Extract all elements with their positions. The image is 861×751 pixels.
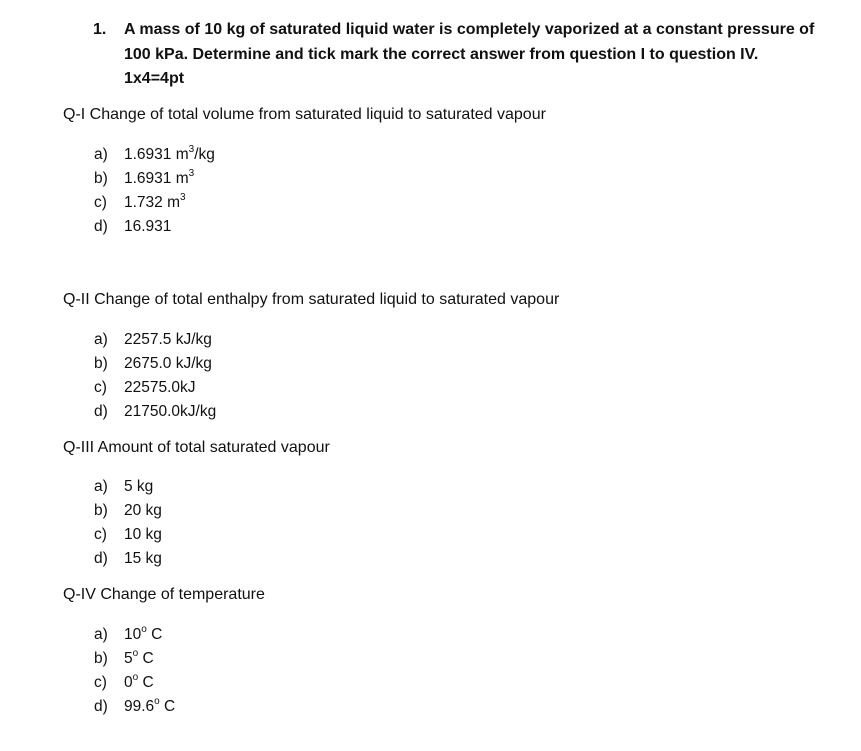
option-d[interactable]: d) 16.931 (94, 218, 172, 235)
question-3-options (94, 475, 162, 571)
option-c[interactable]: c) 22575.0kJ (94, 379, 196, 396)
problem-statement (93, 18, 823, 92)
option-b[interactable]: b) 5$^o$ C (94, 647, 154, 667)
problem-line: A mass of 10 kg of saturated liquid water is completely vaporized at a constant pressure of (124, 21, 815, 38)
option-a[interactable]: a) 1.6931 $m^3/kg$ (94, 143, 215, 163)
option-d[interactable]: d) 21750.0kJ/kg (94, 403, 217, 420)
problem-number: 1. (93, 21, 107, 38)
option-a[interactable]: a) 10$^o$ C (94, 623, 163, 643)
question-2-label: Q-II Change of total enthalpy from saturated liquid to saturated vapour (63, 291, 560, 308)
question-4-label: Q-IV Change of temperature (63, 586, 265, 603)
problem-line: 100 kPa. Determine and tick mark the correct answer from question I to question IV. (124, 45, 759, 63)
option-b[interactable]: b) 20 kg (94, 502, 162, 519)
option-b[interactable]: b) 2675.0 kJ/kg (94, 355, 212, 372)
option-d[interactable]: d) 99.6$^o$ C (94, 695, 176, 715)
question-2-options (94, 328, 216, 424)
question-1-label: Q-I Change of total volume from saturated liquid to saturated vapour (63, 106, 546, 123)
option-a[interactable]: a) 2257.5 kJ/kg (94, 331, 212, 348)
option-b[interactable]: b) 1.6931 $m^3$ (94, 167, 195, 187)
question-3-label: Q-III Amount of total saturated vapour (63, 439, 330, 456)
option-c[interactable]: c) 0$^o$ C (94, 671, 154, 691)
option-a[interactable]: a) 5 kg (94, 478, 154, 495)
problem-text (124, 18, 823, 92)
option-c[interactable]: c) 10 kg (94, 526, 162, 543)
option-d[interactable]: d) 15 kg (94, 550, 162, 567)
question-4-options (94, 623, 175, 719)
problem-points: 1x4=4pt (124, 70, 185, 87)
option-c[interactable]: c) 1.732 $m^3$ (94, 191, 186, 211)
question-1-options (94, 143, 215, 239)
